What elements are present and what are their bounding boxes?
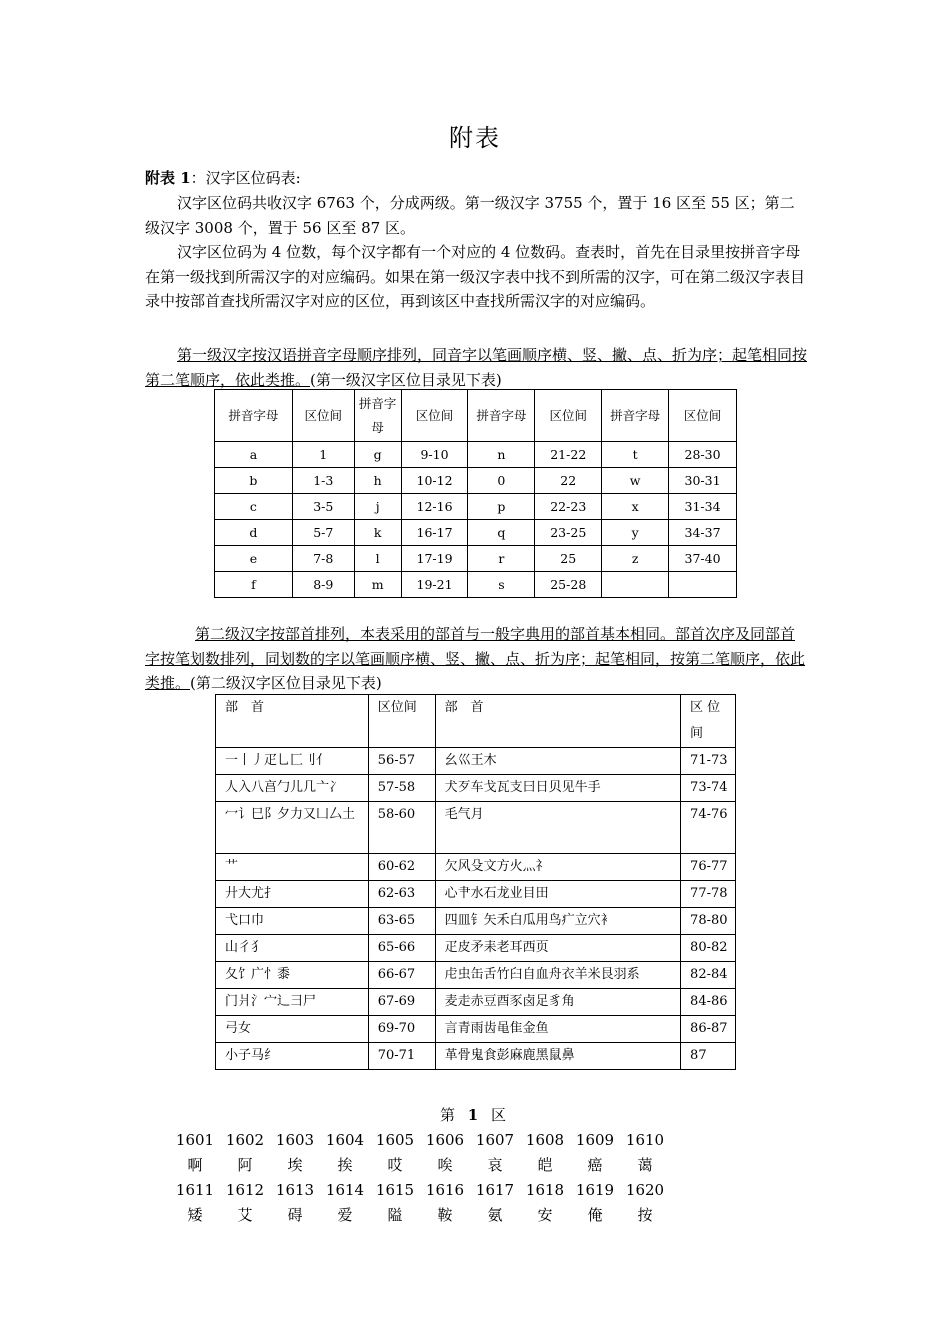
radical-cell: 小子马纟 xyxy=(216,1043,369,1070)
zone-char: 阿 xyxy=(237,1156,253,1174)
pinyin-cell: e xyxy=(215,546,293,572)
radical-cell: 欠风殳文方火灬礻 xyxy=(435,854,680,881)
radical-cell: 毛气月 xyxy=(435,802,680,854)
radical-cell: 63-65 xyxy=(368,908,435,935)
pinyin-header-cell: 区位间 xyxy=(669,390,737,442)
zone-char: 矮 xyxy=(187,1206,203,1224)
pinyin-cell xyxy=(669,572,737,598)
zone-title-prefix: 第 xyxy=(439,1106,459,1124)
pinyin-cell: 8-9 xyxy=(292,572,354,598)
radical-cell: 虍虫缶舌竹臼自血舟衣羊米艮羽系 xyxy=(435,962,680,989)
table-row xyxy=(216,1016,736,1043)
table-row xyxy=(216,962,736,989)
radical-cell: 56-57 xyxy=(368,748,435,775)
pinyin-header-cell: 区位间 xyxy=(292,390,354,442)
radical-cell: 84-86 xyxy=(681,989,736,1016)
zone-char: 安 xyxy=(537,1206,553,1224)
zone-code: 1620 xyxy=(625,1181,665,1199)
table-row xyxy=(215,520,737,546)
page-title: 附表 xyxy=(449,124,501,152)
pinyin-cell: d xyxy=(215,520,293,546)
zone-row xyxy=(170,1153,670,1178)
table-row xyxy=(216,989,736,1016)
radical-cell: 65-66 xyxy=(368,935,435,962)
pinyin-cell: f xyxy=(215,572,293,598)
zone-char: 蔼 xyxy=(637,1156,653,1174)
zone-title-number: 1 xyxy=(467,1106,483,1124)
level2-intro-note: (第二级汉字区位目录见下表) xyxy=(190,674,382,692)
pinyin-cell: 21-22 xyxy=(535,442,602,468)
pinyin-cell: m xyxy=(354,572,401,598)
pinyin-cell: k xyxy=(354,520,401,546)
zone-char: 哀 xyxy=(487,1156,503,1174)
pinyin-cell: x xyxy=(602,494,669,520)
zone-code: 1602 xyxy=(225,1131,265,1149)
zone-code: 1619 xyxy=(575,1181,615,1199)
radical-cell: 74-76 xyxy=(681,802,736,854)
radical-cell: 78-80 xyxy=(681,908,736,935)
radical-cell: 87 xyxy=(681,1043,736,1070)
zone-char: 啊 xyxy=(187,1156,203,1174)
radical-cell: 夂饣广忄黍 xyxy=(216,962,369,989)
radical-cell: 73-74 xyxy=(681,775,736,802)
radical-cell: 疋皮矛耒老耳西页 xyxy=(435,935,680,962)
radical-cell: 犬歹车戈瓦支曰日贝见牛手 xyxy=(435,775,680,802)
pinyin-cell: n xyxy=(468,442,535,468)
radical-table xyxy=(215,694,736,1070)
zone-code: 1611 xyxy=(175,1181,215,1199)
pinyin-cell: 23-25 xyxy=(535,520,602,546)
pinyin-table xyxy=(214,389,737,598)
pinyin-cell: r xyxy=(468,546,535,572)
level2-intro xyxy=(145,622,807,696)
pinyin-cell: 16-17 xyxy=(401,520,468,546)
level1-intro-underlined: 第一级汉字按汉语拼音字母顺序排列，同音字以笔画顺序横、竖、撇、点、折为序；起笔相同按第二笔顺序，依此类推。 xyxy=(145,346,808,389)
table-row xyxy=(216,802,736,854)
radical-cell: 66-67 xyxy=(368,962,435,989)
zone-char: 碍 xyxy=(287,1206,303,1224)
pinyin-cell: g xyxy=(354,442,401,468)
pinyin-cell: p xyxy=(468,494,535,520)
pinyin-cell: q xyxy=(468,520,535,546)
table-row xyxy=(216,854,736,881)
pinyin-header-row xyxy=(215,390,737,442)
table-row xyxy=(215,468,737,494)
zone-char: 埃 xyxy=(287,1156,303,1174)
pinyin-header-cell: 拼音字母 xyxy=(354,390,401,442)
radical-cell: 弋口巾 xyxy=(216,908,369,935)
pinyin-cell: j xyxy=(354,494,401,520)
radical-cell: 廾大尤扌 xyxy=(216,881,369,908)
zone-code: 1605 xyxy=(375,1131,415,1149)
pinyin-cell: a xyxy=(215,442,293,468)
pinyin-cell: 3-5 xyxy=(292,494,354,520)
table-row xyxy=(216,748,736,775)
pinyin-cell: l xyxy=(354,546,401,572)
zone-char: 唉 xyxy=(437,1156,453,1174)
radical-header-row xyxy=(216,695,736,748)
table-row xyxy=(215,572,737,598)
pinyin-cell: h xyxy=(354,468,401,494)
zone-char: 爱 xyxy=(337,1206,353,1224)
radical-cell: 革骨鬼食彭麻鹿黑鼠鼻 xyxy=(435,1043,680,1070)
radical-cell: 71-73 xyxy=(681,748,736,775)
pinyin-cell: 31-34 xyxy=(669,494,737,520)
zone-title xyxy=(0,1104,950,1125)
pinyin-cell: 5-7 xyxy=(292,520,354,546)
zone-char: 皑 xyxy=(537,1156,553,1174)
pinyin-cell: t xyxy=(602,442,669,468)
zone-code: 1617 xyxy=(475,1181,515,1199)
pinyin-cell: 22 xyxy=(535,468,602,494)
radical-cell: 76-77 xyxy=(681,854,736,881)
radical-header-cell: 区位间 xyxy=(368,695,435,748)
zone-char: 隘 xyxy=(387,1206,403,1224)
pinyin-cell: c xyxy=(215,494,293,520)
table-row xyxy=(216,881,736,908)
pinyin-table-body xyxy=(215,390,737,598)
radical-cell: 一丨丿疋乚匚刂亻 xyxy=(216,748,369,775)
table-row xyxy=(216,935,736,962)
zone-char: 俺 xyxy=(587,1206,603,1224)
zone-code: 1613 xyxy=(275,1181,315,1199)
pinyin-cell: 9-10 xyxy=(401,442,468,468)
zone-code: 1609 xyxy=(575,1131,615,1149)
pinyin-header-cell: 拼音字母 xyxy=(468,390,535,442)
pinyin-cell: w xyxy=(602,468,669,494)
radical-cell: 60-62 xyxy=(368,854,435,881)
pinyin-cell: 34-37 xyxy=(669,520,737,546)
radical-cell: 山彳犭 xyxy=(216,935,369,962)
radical-cell: 82-84 xyxy=(681,962,736,989)
zone-char: 鞍 xyxy=(437,1206,453,1224)
radical-cell: 心肀水石龙业目田 xyxy=(435,881,680,908)
pinyin-cell: 10-12 xyxy=(401,468,468,494)
radical-header-cell: 部 首 xyxy=(435,695,680,748)
pinyin-cell: 1-3 xyxy=(292,468,354,494)
zone-code: 1612 xyxy=(225,1181,265,1199)
radical-cell: 86-87 xyxy=(681,1016,736,1043)
pinyin-cell: z xyxy=(602,546,669,572)
zone-char: 挨 xyxy=(337,1156,353,1174)
radical-cell: 58-60 xyxy=(368,802,435,854)
radical-cell: 麦走赤豆酉豕卤足豸角 xyxy=(435,989,680,1016)
radical-cell: 62-63 xyxy=(368,881,435,908)
zone-char: 按 xyxy=(637,1206,653,1224)
paragraph-1: 汉字区位码共收汉字 6763 个，分成两级。第一级汉字 3755 个，置于 16 区至 55 区；第二级汉字 3008 个，置于 56 区至 87 区。 xyxy=(145,194,795,237)
level1-intro-note: (第一级汉字区位目录见下表) xyxy=(310,370,502,389)
zone-code: 1607 xyxy=(475,1131,515,1149)
section-heading-bold: 附表 1 xyxy=(145,169,191,187)
section-heading-rest: ：汉字区位码表: xyxy=(190,169,301,187)
radical-cell: 70-71 xyxy=(368,1043,435,1070)
pinyin-header-cell: 拼音字母 xyxy=(602,390,669,442)
radical-cell: 69-70 xyxy=(368,1016,435,1043)
radical-cell: 人入八亯勹儿几亠冫 xyxy=(216,775,369,802)
zone-code: 1610 xyxy=(625,1131,665,1149)
zone-code: 1615 xyxy=(375,1181,415,1199)
pinyin-header-cell: 拼音字母 xyxy=(215,390,293,442)
paragraph-2: 汉字区位码为 4 位数，每个汉字都有一个对应的 4 位数码。查表时，首先在目录里按拼音字母在第一级找到所需汉字的对应编码。如果在第一级汉字表中找不到所需的汉字，可在第二级汉字表目录中按部首查找所需汉字对应的区位，再到该区中查找所需汉字的对应编码。 xyxy=(145,243,806,310)
zone-code: 1604 xyxy=(325,1131,365,1149)
table-row xyxy=(215,494,737,520)
pinyin-cell xyxy=(602,572,669,598)
zone-row xyxy=(170,1178,670,1203)
zone-char: 氨 xyxy=(487,1206,503,1224)
radical-cell: 80-82 xyxy=(681,935,736,962)
pinyin-cell: 25 xyxy=(535,546,602,572)
level1-intro xyxy=(145,343,807,392)
zone-char: 癌 xyxy=(587,1156,603,1174)
zone-code: 1606 xyxy=(425,1131,465,1149)
radical-cell: 57-58 xyxy=(368,775,435,802)
pinyin-cell: 1 xyxy=(292,442,354,468)
table-row xyxy=(216,1043,736,1070)
pinyin-header-cell: 区位间 xyxy=(535,390,602,442)
radical-cell: 幺巛王木 xyxy=(435,748,680,775)
table-row xyxy=(216,908,736,935)
zone-grid xyxy=(170,1128,670,1228)
pinyin-header-cell: 区位间 xyxy=(401,390,468,442)
pinyin-cell: y xyxy=(602,520,669,546)
zone-title-suffix: 区 xyxy=(491,1106,511,1124)
radical-cell: 77-78 xyxy=(681,881,736,908)
radical-cell: 四皿钅矢禾白瓜用鸟疒立穴衤 xyxy=(435,908,680,935)
pinyin-cell: b xyxy=(215,468,293,494)
table-row xyxy=(215,442,737,468)
pinyin-cell: 0 xyxy=(468,468,535,494)
zone-code: 1601 xyxy=(175,1131,215,1149)
radical-cell: 67-69 xyxy=(368,989,435,1016)
pinyin-cell: 25-28 xyxy=(535,572,602,598)
zone-char: 哎 xyxy=(387,1156,403,1174)
pinyin-cell: 37-40 xyxy=(669,546,737,572)
pinyin-cell: 30-31 xyxy=(669,468,737,494)
pinyin-cell: 12-16 xyxy=(401,494,468,520)
pinyin-cell: 7-8 xyxy=(292,546,354,572)
zone-code: 1618 xyxy=(525,1181,565,1199)
table-row xyxy=(216,775,736,802)
zone-char: 艾 xyxy=(237,1206,253,1224)
pinyin-cell: 17-19 xyxy=(401,546,468,572)
zone-code: 1608 xyxy=(525,1131,565,1149)
radical-table-body xyxy=(216,695,736,1070)
level2-intro-underlined: 第二级汉字按部首排列，本表采用的部首与一般字典用的部首基本相同。部首次序及同部首字按笔划数排列，同划数的字以笔画顺序横、竖、撇、点、折为序；起笔相同，按第二笔顺序，依此类推。 xyxy=(145,625,806,692)
pinyin-cell: 28-30 xyxy=(669,442,737,468)
radical-cell: 门爿氵宀辶彐尸 xyxy=(216,989,369,1016)
section-heading xyxy=(145,166,807,191)
radical-cell: 冖讠巳阝夕力又凵厶土 xyxy=(216,802,369,854)
zone-code: 1616 xyxy=(425,1181,465,1199)
radical-cell: 艹 xyxy=(216,854,369,881)
radical-cell: 言青雨齿黾隹金鱼 xyxy=(435,1016,680,1043)
pinyin-cell: 22-23 xyxy=(535,494,602,520)
zone-row xyxy=(170,1128,670,1153)
radical-header-cell: 部 首 xyxy=(216,695,369,748)
table-row xyxy=(215,546,737,572)
radical-cell: 弓女 xyxy=(216,1016,369,1043)
pinyin-cell: 19-21 xyxy=(401,572,468,598)
zone-code: 1603 xyxy=(275,1131,315,1149)
zone-code: 1614 xyxy=(325,1181,365,1199)
zone-row xyxy=(170,1203,670,1228)
pinyin-cell: s xyxy=(468,572,535,598)
radical-header-cell: 区 位 间 xyxy=(681,695,736,748)
